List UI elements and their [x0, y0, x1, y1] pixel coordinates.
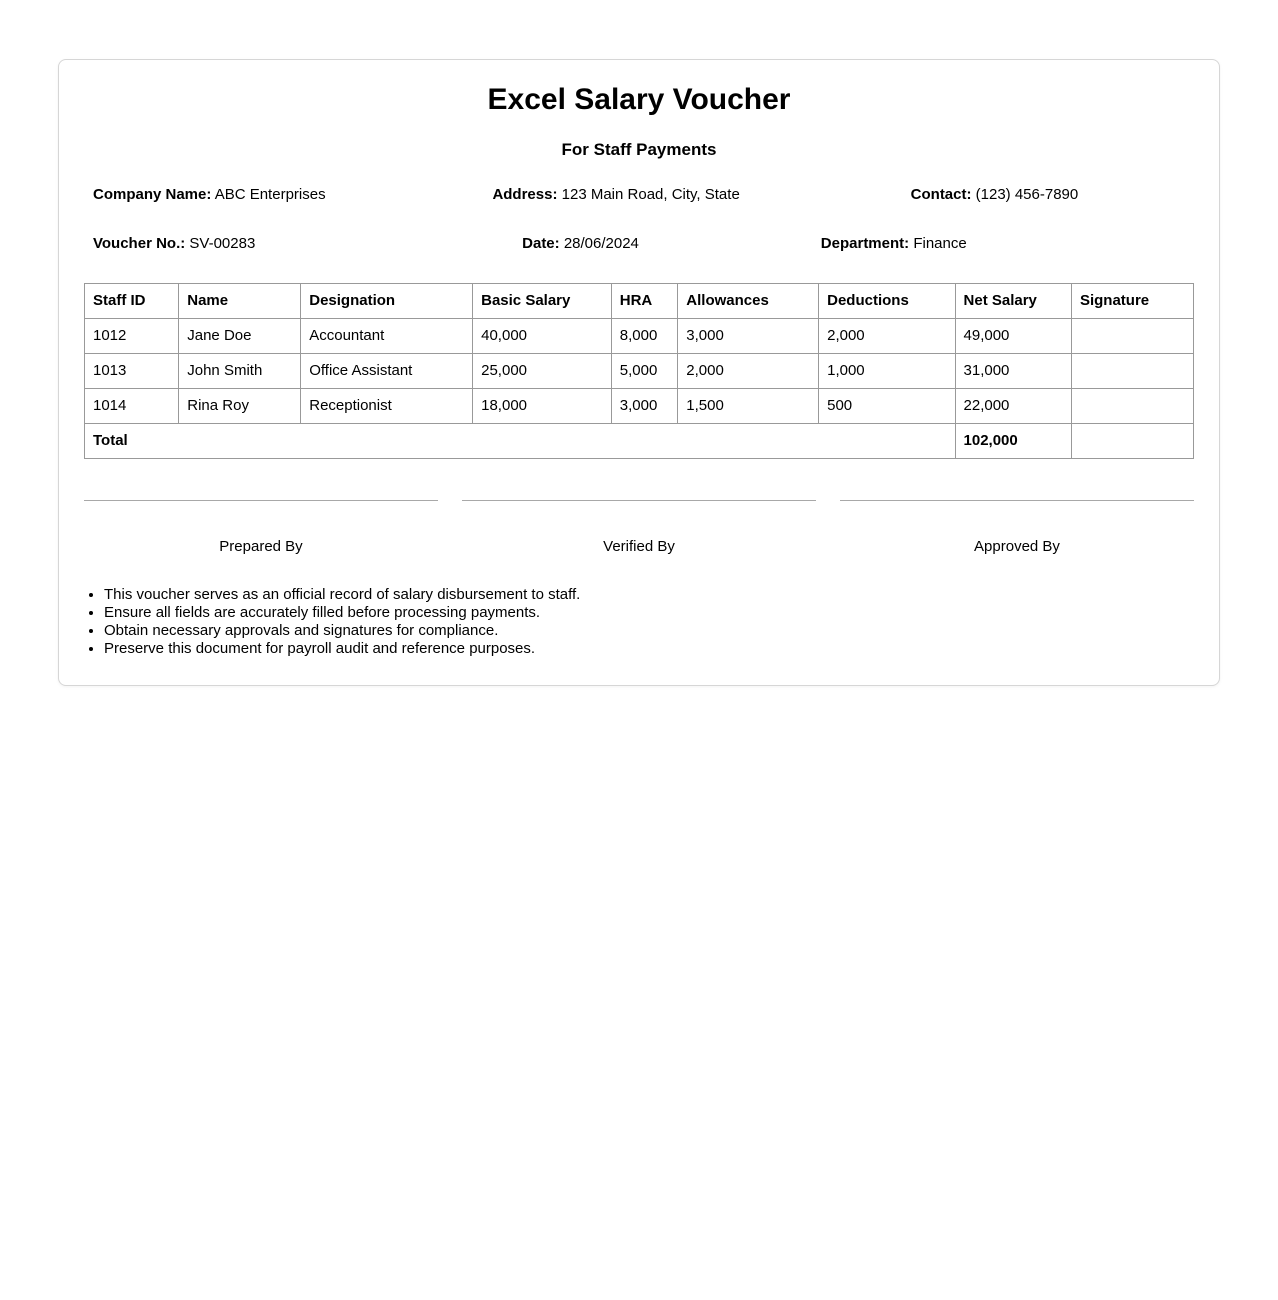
contact-label: Contact: [910, 186, 972, 203]
col-header-net-salary: Net Salary [955, 284, 1071, 319]
note-item: • Ensure all fields are accurately filled before processing payments. [104, 604, 1194, 622]
note-item: • This voucher serves as an official record of salary disbursement to staff. [104, 586, 1194, 604]
page-subtitle: For Staff Payments [561, 140, 717, 159]
total-row [85, 424, 1194, 459]
contact-value: (123) 456-7890 [975, 186, 1079, 203]
table-row [85, 389, 1194, 424]
hra-cell: 5,000 [611, 354, 678, 389]
staff-id-cell: 1014 [85, 389, 179, 424]
department-field [821, 235, 1194, 253]
col-header-basic-salary: Basic Salary [473, 284, 612, 319]
department-value: Finance [913, 235, 967, 252]
staff-id-cell: 1012 [85, 319, 179, 354]
net-salary-cell: 31,000 [955, 354, 1071, 389]
col-header-hra: HRA [611, 284, 678, 319]
allowances-cell: 3,000 [678, 319, 819, 354]
designation-cell: Accountant [301, 319, 473, 354]
contact-field [911, 186, 1194, 204]
signature-label: Prepared By [219, 538, 303, 555]
col-header-deductions: Deductions [819, 284, 955, 319]
table-row [85, 319, 1194, 354]
page-title: Excel Salary Voucher [487, 83, 791, 116]
voucher-info-row [84, 235, 1194, 253]
signature-label: Approved By [974, 538, 1060, 555]
net-salary-cell: 49,000 [955, 319, 1071, 354]
col-header-allowances: Allowances [678, 284, 819, 319]
designation-cell: Office Assistant [301, 354, 473, 389]
address-label: Address: [492, 186, 558, 203]
deductions-cell: 500 [819, 389, 955, 424]
basic-salary-cell: 18,000 [473, 389, 612, 424]
department-label: Department: [820, 235, 910, 252]
signature-cell [1071, 389, 1193, 424]
table-header-row [85, 284, 1194, 319]
salary-table [84, 283, 1194, 459]
basic-salary-cell: 25,000 [473, 354, 612, 389]
note-item: • Preserve this document for payroll audit and reference purposes. [104, 640, 1194, 658]
date-field [522, 235, 821, 253]
total-label: Total [85, 424, 956, 459]
note-item: • Obtain necessary approvals and signatures for compliance. [104, 622, 1194, 640]
deductions-cell: 1,000 [819, 354, 955, 389]
col-header-signature: Signature [1071, 284, 1193, 319]
signature-block-verified [462, 500, 816, 556]
signature-block-prepared [84, 500, 438, 556]
company-info-row [84, 186, 1194, 204]
date-label: Date: [522, 235, 560, 252]
voucher-card [58, 59, 1220, 686]
allowances-cell: 2,000 [678, 354, 819, 389]
signature-line [462, 500, 816, 501]
col-header-name: Name [179, 284, 301, 319]
signature-line [840, 500, 1194, 501]
basic-salary-cell: 40,000 [473, 319, 612, 354]
allowances-cell: 1,500 [678, 389, 819, 424]
table-row [85, 354, 1194, 389]
total-signature-cell [1071, 424, 1193, 459]
voucher-no-field [84, 235, 522, 253]
deductions-cell: 2,000 [819, 319, 955, 354]
voucher-no-label: Voucher No.: [93, 235, 186, 252]
net-salary-cell: 22,000 [955, 389, 1071, 424]
signature-block-approved [840, 500, 1194, 556]
address-field [492, 186, 910, 204]
staff-id-cell: 1013 [85, 354, 179, 389]
signature-line [84, 500, 438, 501]
signature-cell [1071, 354, 1193, 389]
date-value: 28/06/2024 [563, 235, 639, 252]
name-cell: John Smith [179, 354, 301, 389]
company-name-value: ABC Enterprises [214, 186, 326, 203]
company-name-field [84, 186, 492, 204]
name-cell: Jane Doe [179, 319, 301, 354]
designation-cell: Receptionist [301, 389, 473, 424]
notes-list [84, 586, 1194, 658]
col-header-designation: Designation [301, 284, 473, 319]
signature-section [84, 500, 1194, 556]
hra-cell: 8,000 [611, 319, 678, 354]
total-value: 102,000 [955, 424, 1071, 459]
col-header-staff-id: Staff ID [85, 284, 179, 319]
hra-cell: 3,000 [611, 389, 678, 424]
name-cell: Rina Roy [179, 389, 301, 424]
signature-label: Verified By [603, 538, 675, 555]
company-name-label: Company Name: [93, 186, 212, 203]
address-value: 123 Main Road, City, State [561, 186, 740, 203]
voucher-no-value: SV-00283 [189, 235, 256, 252]
signature-cell [1071, 319, 1193, 354]
